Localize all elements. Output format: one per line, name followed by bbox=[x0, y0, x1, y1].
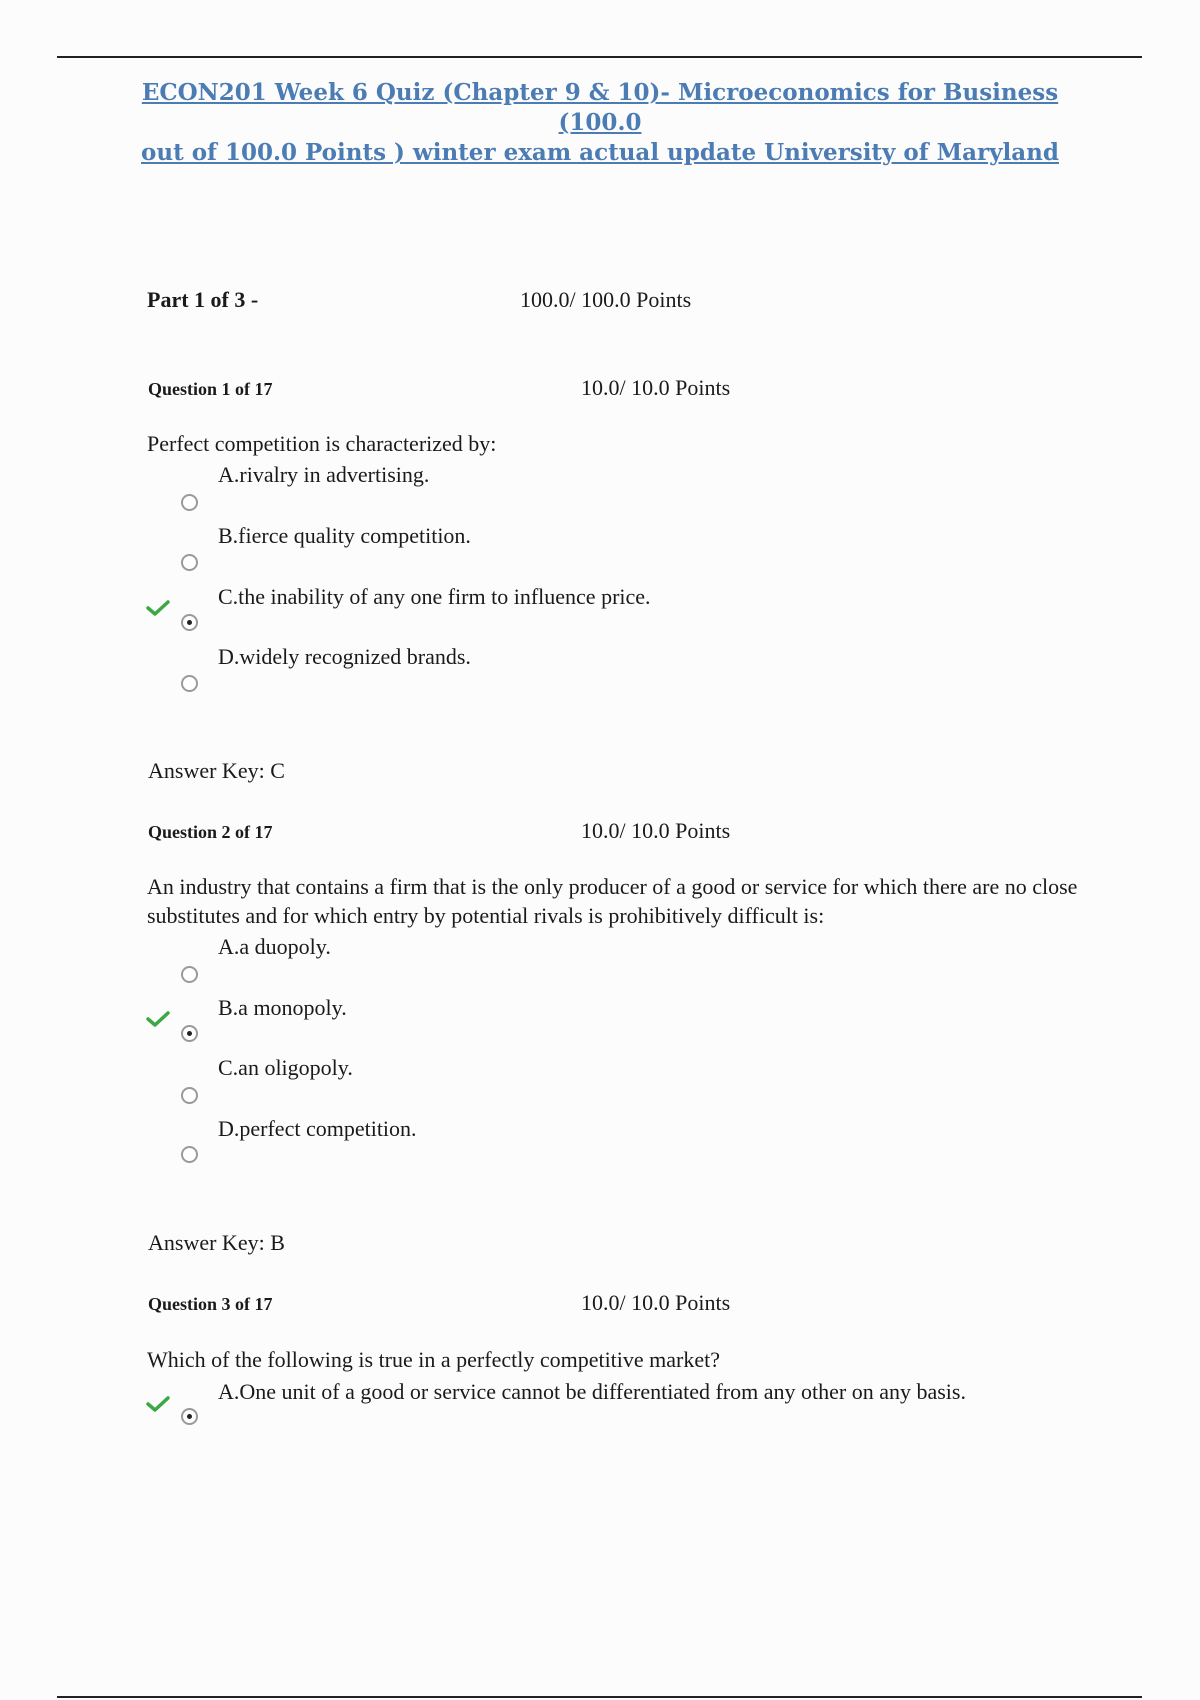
part-label: Part 1 of 3 - bbox=[147, 287, 259, 312]
question-2-label: Question 2 of 17 bbox=[148, 822, 273, 842]
question-2-option-a: A.a duopoly. bbox=[218, 934, 331, 959]
question-2-answer-key: Answer Key: B bbox=[148, 1230, 285, 1255]
question-2-radio-c[interactable] bbox=[181, 1087, 198, 1104]
question-2-option-b: B.a monopoly. bbox=[218, 995, 347, 1020]
bottom-rule bbox=[57, 1696, 1142, 1698]
question-2-radio-a[interactable] bbox=[181, 966, 198, 983]
correct-check-icon bbox=[146, 1010, 170, 1028]
question-1-radio-b[interactable] bbox=[181, 554, 198, 571]
part-points: 100.0/ 100.0 Points bbox=[520, 287, 692, 312]
question-1-radio-d[interactable] bbox=[181, 675, 198, 692]
question-1-radio-c[interactable] bbox=[181, 614, 198, 631]
question-3-text: Which of the following is true in a perfectly competitive market? bbox=[147, 1347, 721, 1372]
question-1-points: 10.0/ 10.0 Points bbox=[581, 375, 731, 400]
title-line-1[interactable]: ECON201 Week 6 Quiz (Chapter 9 & 10)- Microeconomics for Business (100.0 bbox=[141, 79, 1059, 136]
question-1-radio-a[interactable] bbox=[181, 494, 198, 511]
question-2-radio-b[interactable] bbox=[181, 1025, 198, 1042]
title-line-2[interactable]: out of 100.0 Points ) winter exam actual update University of Maryland bbox=[141, 139, 1059, 166]
question-2-option-d: D.perfect competition. bbox=[218, 1116, 417, 1141]
question-1-label: Question 1 of 17 bbox=[148, 379, 273, 399]
question-1-answer-key: Answer Key: C bbox=[148, 758, 285, 783]
correct-check-icon bbox=[146, 599, 170, 617]
question-2-text: An industry that contains a firm that is the only producer of a good or service for which there are no close substitutes and for which entry by potential rivals is prohibitively difficult is: bbox=[147, 874, 1078, 928]
question-1-option-a: A.rivalry in advertising. bbox=[218, 462, 430, 487]
question-1-option-b: B.fierce quality competition. bbox=[218, 523, 471, 548]
question-3-option-a: A.One unit of a good or service cannot be differentiated from any other on any basis. bbox=[218, 1379, 966, 1404]
question-2-option-c: C.an oligopoly. bbox=[218, 1055, 353, 1080]
question-3-radio-a[interactable] bbox=[181, 1408, 198, 1425]
top-rule bbox=[57, 56, 1142, 58]
correct-check-icon bbox=[146, 1395, 170, 1413]
question-1-option-d: D.widely recognized brands. bbox=[218, 644, 471, 669]
question-1-text: Perfect competition is characterized by: bbox=[147, 431, 497, 456]
question-3-points: 10.0/ 10.0 Points bbox=[581, 1290, 731, 1315]
question-1-option-c: C.the inability of any one firm to influence price. bbox=[218, 584, 651, 609]
question-3-label: Question 3 of 17 bbox=[148, 1294, 273, 1314]
question-2-points: 10.0/ 10.0 Points bbox=[581, 818, 731, 843]
question-2-radio-d[interactable] bbox=[181, 1146, 198, 1163]
document-title[interactable] bbox=[100, 78, 1100, 168]
